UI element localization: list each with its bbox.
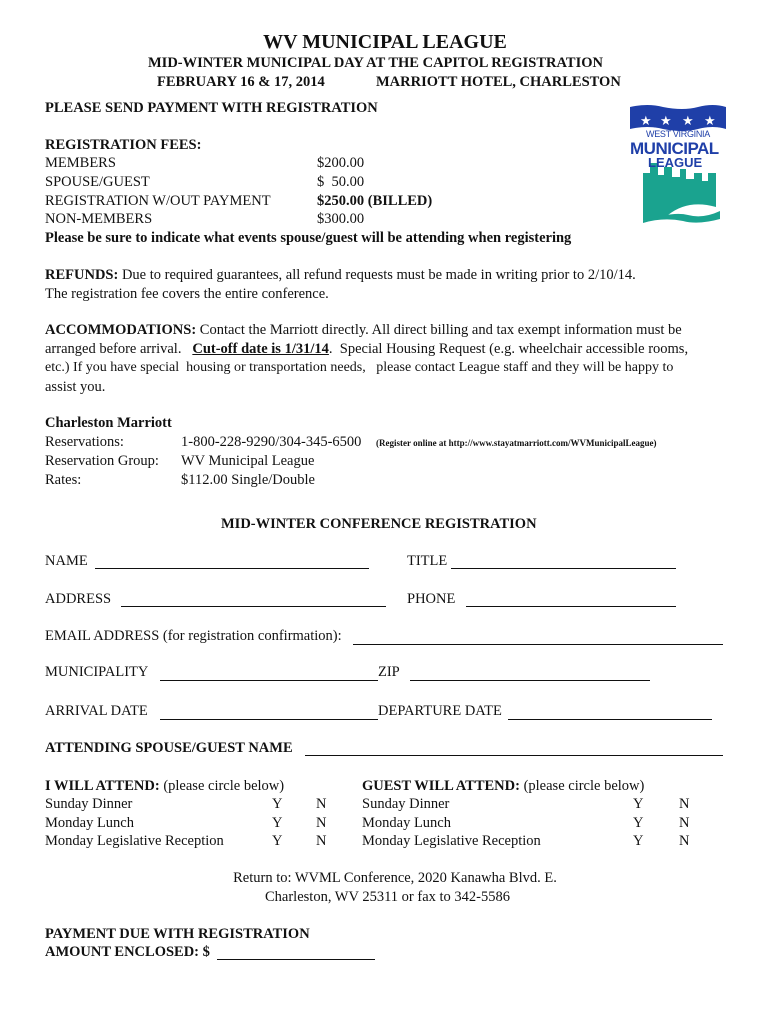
refunds-paragraph xyxy=(45,267,636,284)
guest-event-lunch: Monday Lunch xyxy=(362,815,451,831)
hotel-name: Charleston Marriott xyxy=(45,415,172,431)
title-field[interactable] xyxy=(451,555,676,569)
phone-label: PHONE xyxy=(407,591,456,607)
guest-event-sunday: Sunday Dinner xyxy=(362,796,450,812)
rates-label: Rates: xyxy=(45,472,82,488)
payment-note: PLEASE SEND PAYMENT WITH REGISTRATION xyxy=(45,100,378,116)
fee-value-no-payment: $250.00 (BILLED) xyxy=(317,193,433,209)
fee-value-spouse: $ 50.00 xyxy=(317,174,365,190)
reservations-value: 1-800-228-9290/304-345-6500 xyxy=(181,434,362,450)
accommodations-text-2b: . Special Housing Request (e.g. wheelchair accessible rooms, xyxy=(328,341,689,357)
guest-no-sunday[interactable]: N xyxy=(679,796,690,812)
address-field[interactable] xyxy=(121,593,386,607)
guest-no-lunch[interactable]: N xyxy=(679,815,690,831)
reservations-label: Reservations: xyxy=(45,434,124,450)
accommodations-line-1 xyxy=(45,322,682,339)
zip-label: ZIP xyxy=(378,664,400,680)
cutoff-date: Cut-off date is 1/31/14 xyxy=(192,341,329,357)
self-yes-lunch[interactable]: Y xyxy=(272,815,283,831)
self-no-reception[interactable]: N xyxy=(316,833,327,849)
email-label: EMAIL ADDRESS (for registration confirmation): xyxy=(45,628,342,644)
accommodations-text-4: assist you. xyxy=(45,379,106,395)
zip-field[interactable] xyxy=(410,667,650,681)
fee-label-no-payment: REGISTRATION W/OUT PAYMENT xyxy=(45,193,271,209)
spouse-field[interactable] xyxy=(305,742,723,756)
email-field[interactable] xyxy=(353,631,723,645)
group-label: Reservation Group: xyxy=(45,453,159,469)
guest-no-reception[interactable]: N xyxy=(679,833,690,849)
rates-value: $112.00 Single/Double xyxy=(181,472,315,488)
fees-title: REGISTRATION FEES: xyxy=(45,137,202,153)
accommodations-label: ACCOMMODATIONS: xyxy=(45,322,197,338)
logo-main-text: MUNICIPAL xyxy=(630,139,719,158)
svg-text:★: ★ xyxy=(704,114,716,129)
self-no-lunch[interactable]: N xyxy=(316,815,327,831)
reservations-online-link[interactable]: (Register online at http://www.stayatmarriott.com/WVMunicipalLeague) xyxy=(376,438,657,448)
self-yes-sunday[interactable]: Y xyxy=(272,796,283,812)
svg-text:★: ★ xyxy=(640,114,652,129)
event-dates: FEBRUARY 16 & 17, 2014 xyxy=(157,74,325,90)
refunds-text: Due to required guarantees, all refund requests must be made in writing prior to 2/10/14. xyxy=(121,267,636,283)
spouse-label: ATTENDING SPOUSE/GUEST NAME xyxy=(45,740,293,756)
svg-text:★: ★ xyxy=(660,114,672,129)
municipality-label: MUNICIPALITY xyxy=(45,664,149,680)
amount-enclosed-field[interactable] xyxy=(217,946,375,960)
guest-attend-heading xyxy=(362,778,644,795)
form-title: MID-WINTER CONFERENCE REGISTRATION xyxy=(221,516,537,532)
event-venue: MARRIOTT HOTEL, CHARLESTON xyxy=(376,74,621,90)
self-event-reception: Monday Legislative Reception xyxy=(45,833,224,849)
guest-attend-note: (please circle below) xyxy=(523,778,645,794)
return-line-2: Charleston, WV 25311 or fax to 342-5586 xyxy=(265,889,510,905)
guest-event-reception: Monday Legislative Reception xyxy=(362,833,541,849)
self-attend-note: (please circle below) xyxy=(163,778,285,794)
accommodations-line-2 xyxy=(45,341,688,358)
fee-value-members: $200.00 xyxy=(317,155,365,171)
departure-field[interactable] xyxy=(508,706,712,720)
title-label: TITLE xyxy=(407,553,448,569)
fee-value-non-members: $300.00 xyxy=(317,211,365,227)
refunds-label: REFUNDS: xyxy=(45,267,119,283)
arrival-field[interactable] xyxy=(160,706,378,720)
event-title: MID-WINTER MUNICIPAL DAY AT THE CAPITOL REGISTRATION xyxy=(148,55,603,71)
guest-yes-lunch[interactable]: Y xyxy=(633,815,644,831)
guest-yes-sunday[interactable]: Y xyxy=(633,796,644,812)
group-value: WV Municipal League xyxy=(181,453,315,469)
page-title: WV MUNICIPAL LEAGUE xyxy=(263,31,507,53)
logo-sub-text: LEAGUE xyxy=(648,155,703,170)
fee-label-spouse: SPOUSE/GUEST xyxy=(45,174,150,190)
name-label: NAME xyxy=(45,553,88,569)
refunds-text-2: The registration fee covers the entire conference. xyxy=(45,286,329,302)
amount-enclosed-label: AMOUNT ENCLOSED: $ xyxy=(45,944,210,960)
accommodations-text-1: Contact the Marriott directly. All direct billing and tax exempt information must be xyxy=(199,322,682,338)
fee-label-members: MEMBERS xyxy=(45,155,116,171)
guest-attend-title: GUEST WILL ATTEND: xyxy=(362,778,520,794)
arrival-label: ARRIVAL DATE xyxy=(45,703,148,719)
svg-text:★: ★ xyxy=(682,114,694,129)
fees-note: Please be sure to indicate what events spouse/guest will be attending when registering xyxy=(45,230,572,246)
name-field[interactable] xyxy=(95,555,369,569)
departure-label: DEPARTURE DATE xyxy=(378,703,502,719)
self-no-sunday[interactable]: N xyxy=(316,796,327,812)
address-label: ADDRESS xyxy=(45,591,112,607)
self-yes-reception[interactable]: Y xyxy=(272,833,283,849)
accommodations-text-2a: arranged before arrival. xyxy=(45,341,182,357)
accommodations-text-3: etc.) If you have special housing or transportation needs, please contact League staff and they will be happy to xyxy=(45,360,674,375)
municipality-field[interactable] xyxy=(160,667,378,681)
logo-top-text: WEST VIRGINIA xyxy=(646,129,710,139)
self-attend-heading xyxy=(45,778,284,795)
return-line-1: Return to: WVML Conference, 2020 Kanawha Blvd. E. xyxy=(233,870,557,886)
self-attend-title: I WILL ATTEND: xyxy=(45,778,160,794)
phone-field[interactable] xyxy=(466,593,676,607)
self-event-lunch: Monday Lunch xyxy=(45,815,134,831)
payment-due: PAYMENT DUE WITH REGISTRATION xyxy=(45,926,310,942)
self-event-sunday: Sunday Dinner xyxy=(45,796,133,812)
guest-yes-reception[interactable]: Y xyxy=(633,833,644,849)
fee-label-non-members: NON-MEMBERS xyxy=(45,211,153,227)
